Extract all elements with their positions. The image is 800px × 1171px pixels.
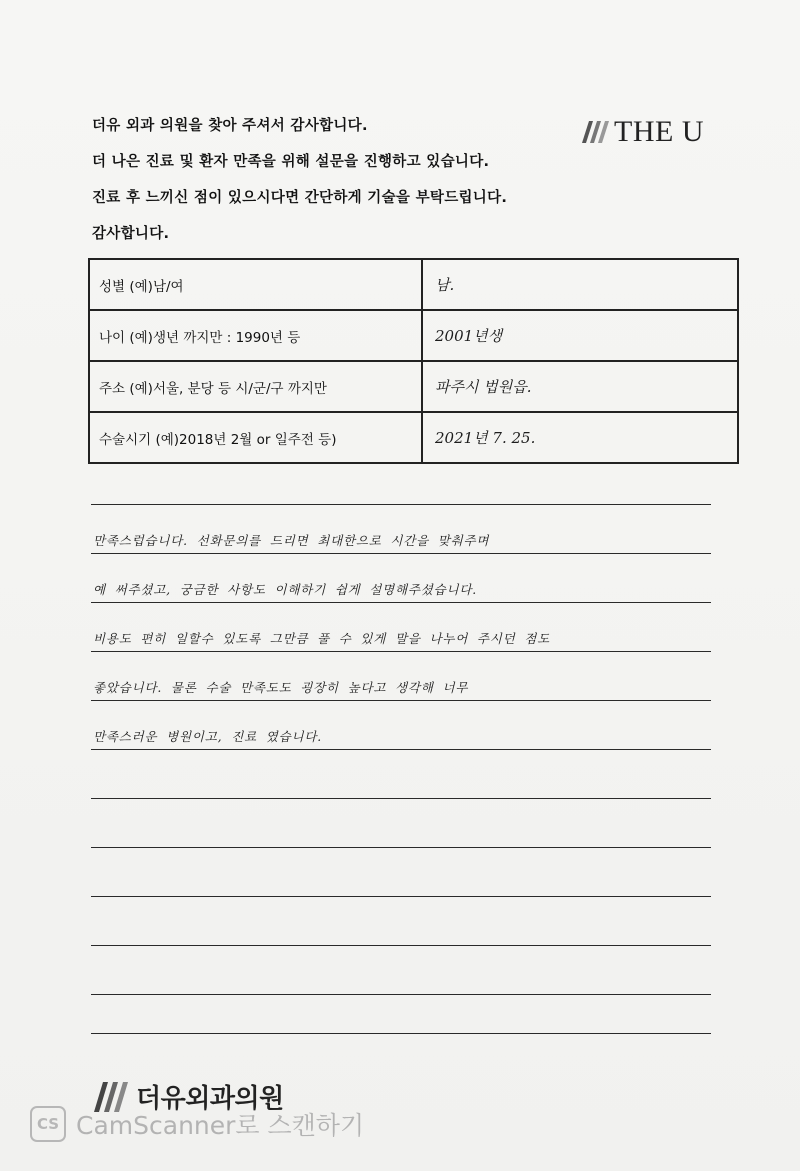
intro-line: 감사합니다. [92,226,170,242]
camscanner-watermark [30,1106,364,1142]
patient-info-table [88,258,739,464]
the-u-logo [580,114,704,150]
handwritten-answer: 2021년 7. 25. [435,429,536,447]
comment-text: 예 써주셨고, 궁금한 사항도 이해하기 쉽게 설명해주셨습니다. [93,582,478,597]
comment-line [91,602,711,652]
logo-text: THE U [614,115,704,148]
handwritten-answer: 2001년생 [435,327,503,345]
comment-line [91,651,711,701]
question-cell: 나이 (예)생년 까지만 : 1990년 등 [89,310,422,361]
comment-line [91,847,711,897]
answer-cell[interactable] [422,361,738,412]
comment-line [91,455,711,505]
answer-cell[interactable] [422,259,738,310]
comment-text: 좋았습니다. 물론 수술 만족도도 굉장히 높다고 생각해 너무 [93,680,469,695]
comment-line [91,984,711,1034]
question-cell: 주소 (예)서울, 분당 등 시/군/구 까지만 [89,361,422,412]
comment-line [91,798,711,848]
question-cell: 수술시기 (예)2018년 2월 or 일주전 등) [89,412,422,463]
comment-line [91,504,711,554]
question-cell: 성별 (예)남/여 [89,259,422,310]
table-row [89,361,738,412]
logo-mark-icon [580,119,610,145]
intro-line: 더유 외과 의원을 찾아 주셔서 감사합니다. [92,118,368,134]
clinic-name: 더유외과의원 [136,1084,284,1114]
table-row [89,310,738,361]
table-row [89,259,738,310]
comment-text: 비용도 편히 일할수 있도록 그만큼 풀 수 있게 말을 나누어 주시던 점도 [93,631,551,646]
comment-line [91,553,711,603]
comment-text: 만족스럽습니다. 선화문의를 드리면 최대한으로 시간을 맞춰주며 [93,533,490,548]
camscanner-icon: CS [30,1106,66,1142]
intro-text [92,108,507,252]
comment-line [91,896,711,946]
intro-line: 더 나은 진료 및 환자 만족을 위해 설문을 진행하고 있습니다. [92,154,490,170]
comment-line [91,700,711,750]
watermark-text: CamScanner로 스캔하기 [76,1111,365,1140]
comment-text: 만족스러운 병원이고, 진료 였습니다. [93,729,322,744]
comment-line [91,749,711,799]
answer-cell[interactable] [422,310,738,361]
handwritten-answer: 파주시 법원읍. [435,378,532,396]
handwritten-answer: 남. [435,276,455,294]
intro-line: 진료 후 느끼신 점이 있으시다면 간단하게 기술을 부탁드립니다. [92,190,508,206]
